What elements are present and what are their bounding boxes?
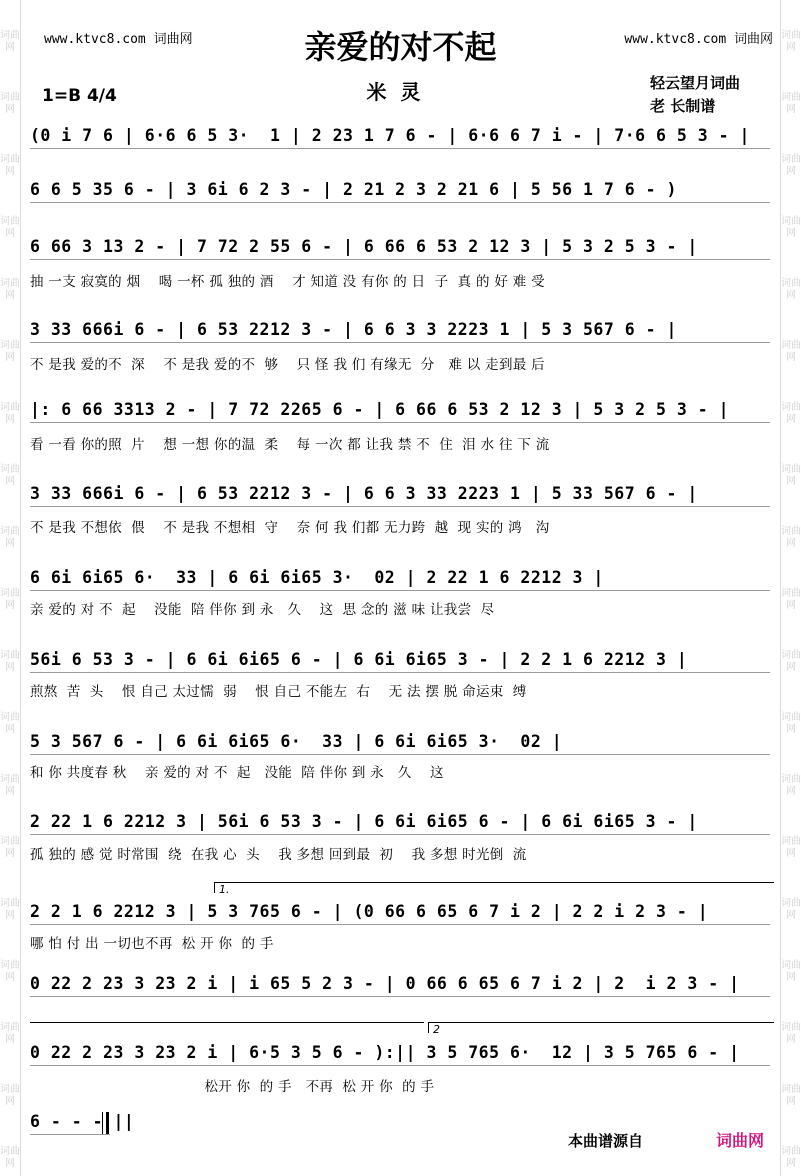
watermark-text: 词曲网 xyxy=(0,960,20,983)
watermark-text: 词曲网 xyxy=(0,712,20,735)
watermark-text: 词曲网 xyxy=(0,836,20,859)
key-signature: 1=B 4/4 xyxy=(42,86,117,106)
watermark-text: 词曲网 xyxy=(781,1022,801,1045)
score-lyric-line: 看 一看 你的照 片 想 一想 你的温 柔 每 一次 都 让我 禁 不 住 泪 水 往 下 流 xyxy=(30,437,550,453)
score-notation-line: 0 22 2 23 3 23 2 i | i 65 5 2 3 - | 0 66 6 65 6 7 i 2 | 2 i 2 3 - | xyxy=(30,974,770,993)
score-lyric-line: 松开 你 的 手 不再 松 开 你 的 手 xyxy=(30,1079,435,1095)
singer-name: 米灵 xyxy=(366,80,435,104)
watermark-text: 词曲网 xyxy=(781,712,801,735)
watermark-text: 词曲网 xyxy=(0,30,20,53)
watermark-text: 词曲网 xyxy=(781,836,801,859)
score-notation-line: 2 22 1 6 2212 3 | 56i 6 53 3 - | 6 6i 6i65 6 - | 6 6i 6i65 3 - | xyxy=(30,812,770,831)
volta-second-ending: 2 xyxy=(428,1022,774,1033)
watermark-text: 词曲网 xyxy=(0,526,20,549)
credit-lyrics-music: 轻云望月词曲 xyxy=(650,74,741,92)
watermark-text: 词曲网 xyxy=(781,216,801,239)
score-notation-line: |: 6 66 3313 2 - | 7 72 2265 6 - | 6 66 6 53 2 12 3 | 5 3 2 5 3 - | xyxy=(30,400,770,419)
watermark-text: 词曲网 xyxy=(0,92,20,115)
score-lyric-line: 抽 一支 寂寞的 烟 喝 一杯 孤 独的 酒 才 知道 没 有你 的 日 子 真 的 好 难 受 xyxy=(30,274,545,290)
watermark-text: 词曲网 xyxy=(0,898,20,921)
watermark-text: 词曲网 xyxy=(781,30,801,53)
watermark-text: 词曲网 xyxy=(781,92,801,115)
credit-arranger: 老 长制谱 xyxy=(650,97,716,115)
watermark-text: 词曲网 xyxy=(781,898,801,921)
score-notation-line: 6 66 3 13 2 - | 7 72 2 55 6 - | 6 66 6 53 2 12 3 | 5 3 2 5 3 - | xyxy=(30,237,770,256)
score-notation-line: 3 33 666i 6 - | 6 53 2212 3 - | 6 6 3 3 2223 1 | 5 3 567 6 - | xyxy=(30,320,770,339)
watermark-text: 词曲网 xyxy=(0,1084,20,1107)
watermark-text: 词曲网 xyxy=(781,154,801,177)
score-notation-line: 6 6i 6i65 6· 33 | 6 6i 6i65 3· 02 | 2 22 1 6 2212 3 | xyxy=(30,568,770,587)
score-notation-line: 6 - - - || xyxy=(30,1112,135,1131)
score-notation-line: 2 2 1 6 2212 3 | 5 3 765 6 - | (0 66 6 65 6 7 i 2 | 2 2 i 2 3 - | xyxy=(30,902,770,921)
watermark-text: 词曲网 xyxy=(781,1084,801,1107)
score-notation-line: 5 3 567 6 - | 6 6i 6i65 6· 33 | 6 6i 6i65 3· 02 | xyxy=(30,732,770,751)
watermark-text: 词曲网 xyxy=(781,1146,801,1169)
source-site-link[interactable]: 词曲网 xyxy=(716,1131,765,1150)
volta-first-ending-continued xyxy=(30,1022,424,1033)
score-lyric-line: 亲 爱的 对 不 起 没能 陪 伴你 到 永 久 这 思 念的 滋 味 让我尝 尽 xyxy=(30,602,495,618)
watermark-text: 词曲网 xyxy=(781,650,801,673)
score-notation-line: 56i 6 53 3 - | 6 6i 6i65 6 - | 6 6i 6i65 3 - | 2 2 1 6 2212 3 | xyxy=(30,650,770,669)
score-notation-line: 6 6 5 35 6 - | 3 6i 6 2 3 - | 2 21 2 3 2 21 6 | 5 56 1 7 6 - ) xyxy=(30,180,770,199)
volta-first-ending: 1. xyxy=(214,882,774,893)
watermark-text: 词曲网 xyxy=(781,402,801,425)
song-title: 亲爱的对不起 xyxy=(304,28,497,66)
watermark-text: 词曲网 xyxy=(0,1146,20,1169)
score-lyric-line: 不 是我 爱的不 深 不 是我 爱的不 够 只 怪 我 们 有缘无 分 难 以 走到最 后 xyxy=(30,357,545,373)
watermark-text: 词曲网 xyxy=(781,774,801,797)
watermark-text: 词曲网 xyxy=(781,278,801,301)
watermark-text: 词曲网 xyxy=(781,960,801,983)
site-link-right[interactable]: www.ktvc8.com 词曲网 xyxy=(624,32,773,47)
watermark-text: 词曲网 xyxy=(0,588,20,611)
score-lyric-line: 哪 怕 付 出 一切也不再 松 开 你 的 手 xyxy=(30,936,274,952)
score-notation-line: 0 22 2 23 3 23 2 i | 6·5 3 5 6 - ):|| 3 5 765 6· 12 | 3 5 765 6 - | xyxy=(30,1043,770,1062)
watermark-text: 词曲网 xyxy=(781,340,801,363)
watermark-text: 词曲网 xyxy=(0,650,20,673)
watermark-text: 词曲网 xyxy=(0,278,20,301)
score-lyric-line: 和 你 共度春 秋 亲 爱的 对 不 起 没能 陪 伴你 到 永 久 这 xyxy=(30,765,444,781)
watermark-text: 词曲网 xyxy=(0,464,20,487)
watermark-text: 词曲网 xyxy=(781,588,801,611)
watermark-text: 词曲网 xyxy=(781,526,801,549)
score-notation-line: (0 i 7 6 | 6·6 6 5 3· 1 | 2 23 1 7 6 - | 6·6 6 7 i - | 7·6 6 5 3 - | xyxy=(30,126,770,145)
final-barline xyxy=(102,1112,109,1134)
watermark-text: 词曲网 xyxy=(0,216,20,239)
watermark-text: 词曲网 xyxy=(0,402,20,425)
watermark-text: 词曲网 xyxy=(0,154,20,177)
watermark-text: 词曲网 xyxy=(781,464,801,487)
watermark-text: 词曲网 xyxy=(0,1022,20,1045)
score-lyric-line: 孤 独的 感 觉 时常围 绕 在我 心 头 我 多想 回到最 初 我 多想 时光倒 流 xyxy=(30,847,527,863)
score-notation-line: 3 33 666i 6 - | 6 53 2212 3 - | 6 6 3 33 2223 1 | 5 33 567 6 - | xyxy=(30,484,770,503)
site-link-left[interactable]: www.ktvc8.com 词曲网 xyxy=(44,32,193,47)
source-label: 本曲谱源自 xyxy=(568,1132,644,1150)
watermark-text: 词曲网 xyxy=(0,340,20,363)
score-lyric-line: 煎熬 苦 头 恨 自己 太过懦 弱 恨 自己 不能左 右 无 法 摆 脱 命运束 缚 xyxy=(30,684,527,700)
watermark-text: 词曲网 xyxy=(0,774,20,797)
score-lyric-line: 不 是我 不想依 偎 不 是我 不想相 守 奈 何 我 们都 无力跨 越 现 实的 鸿 沟 xyxy=(30,520,550,536)
